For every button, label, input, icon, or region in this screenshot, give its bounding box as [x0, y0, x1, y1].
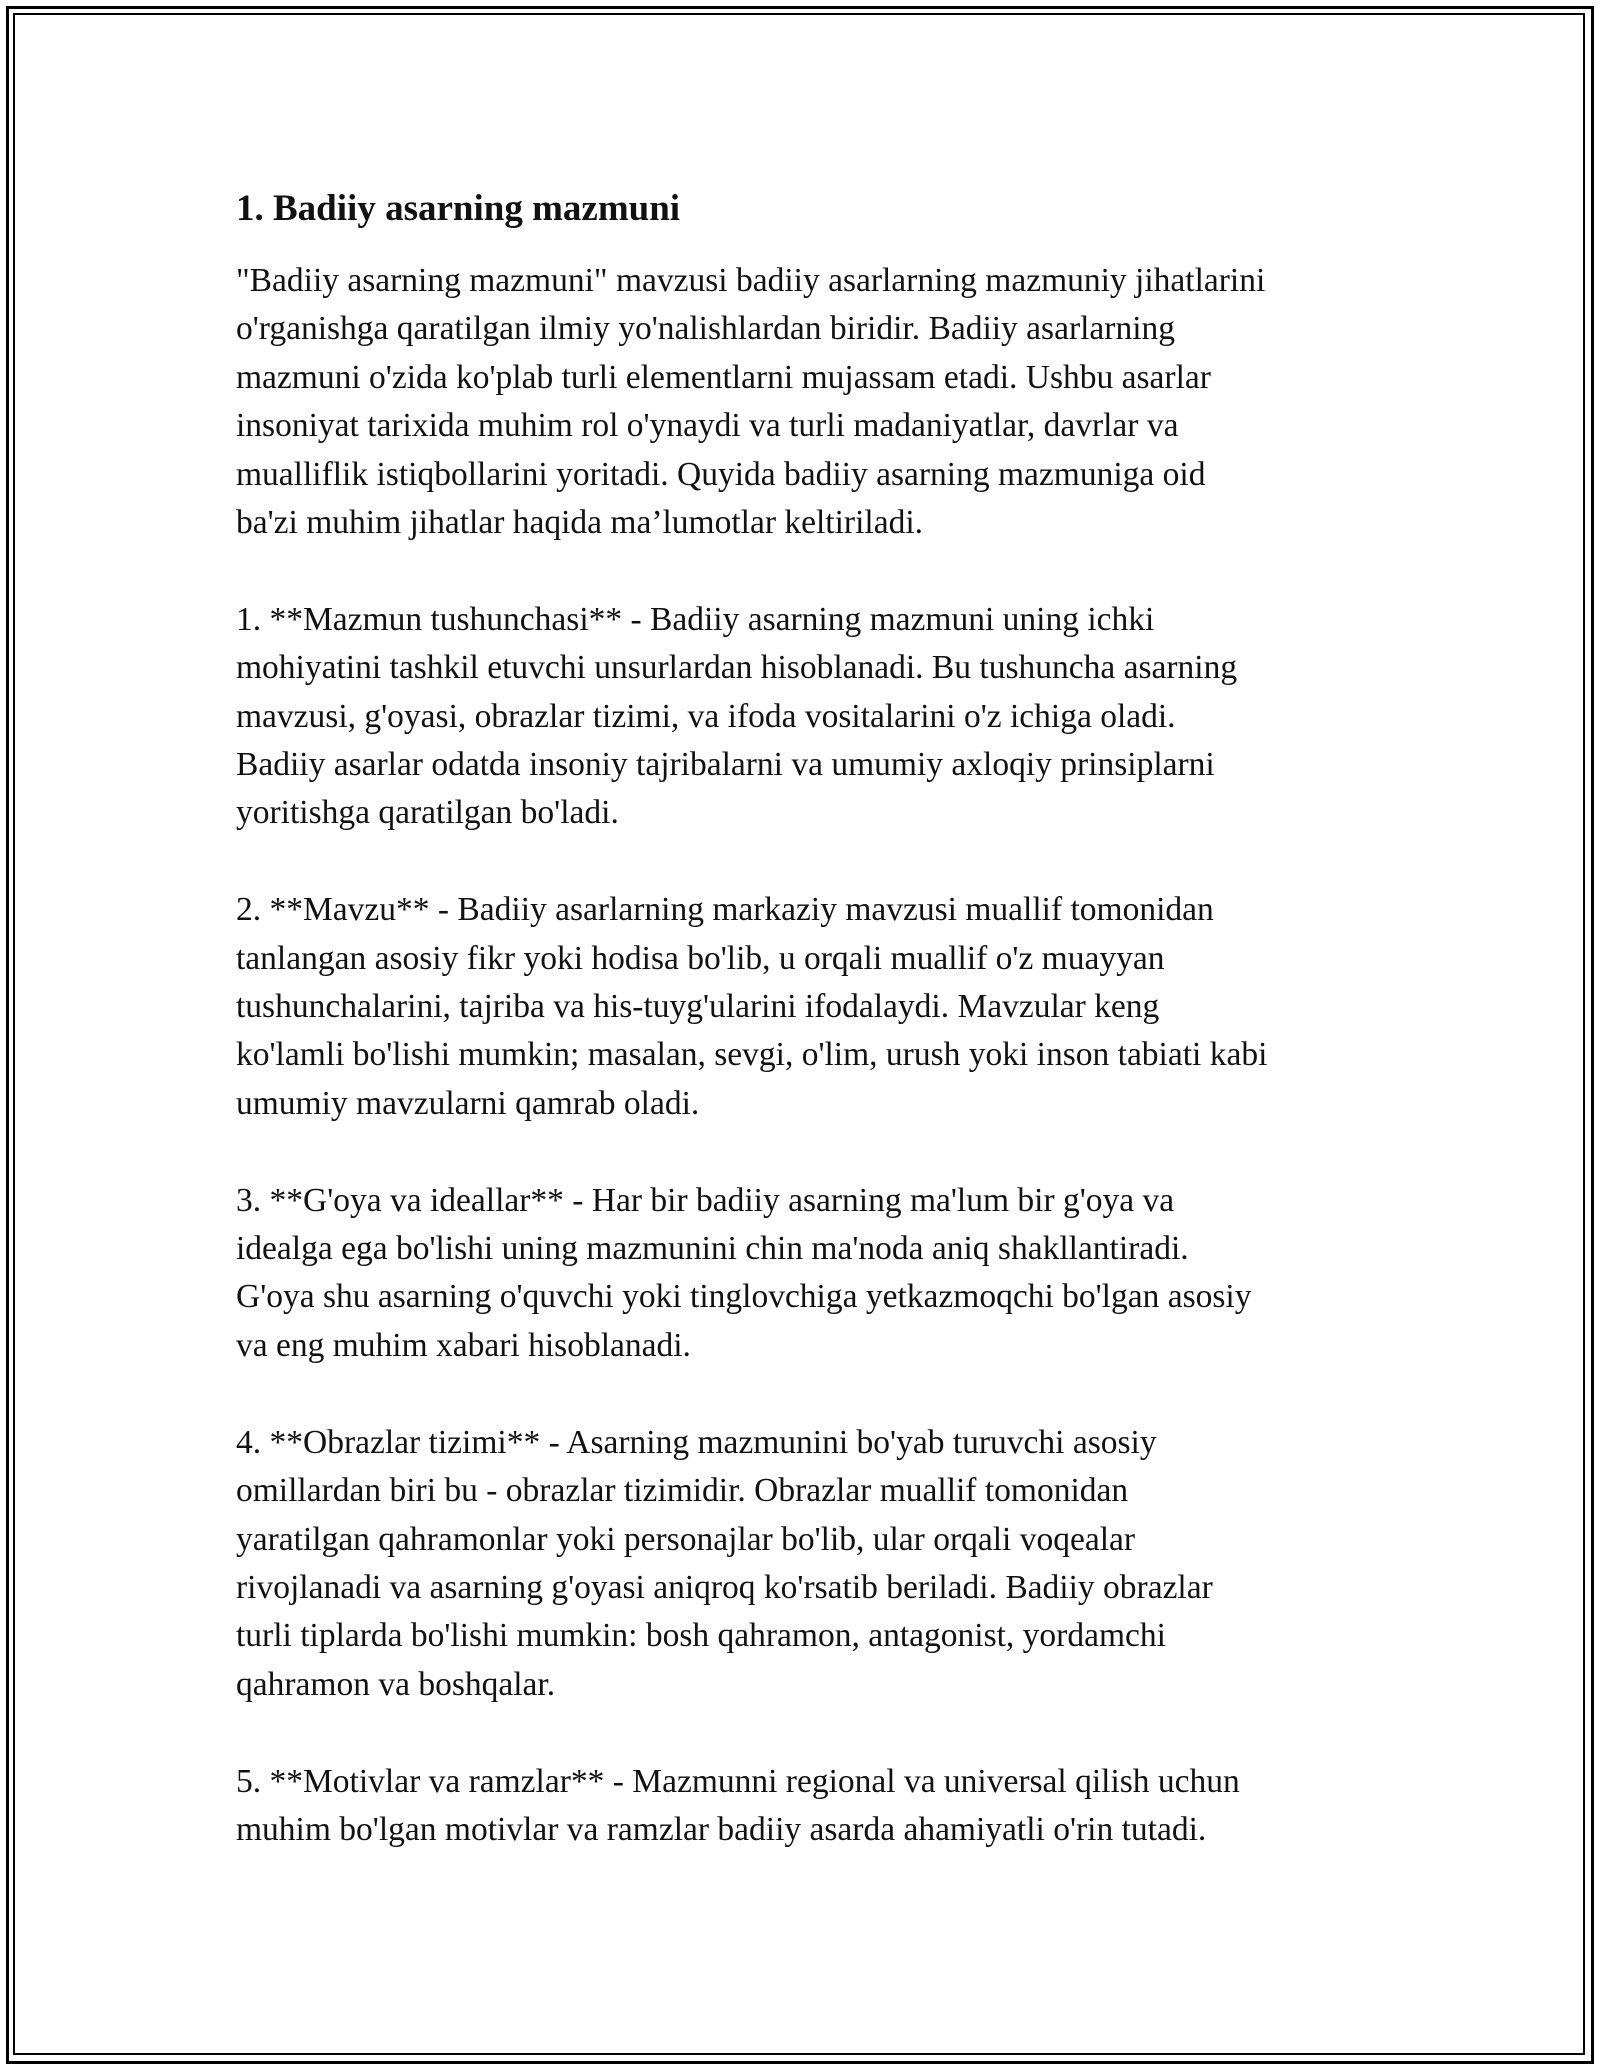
paragraph-goya-va-ideallar: 3. **G'oya va ideallar** - Har bir badiiy asarning ma'lum bir g'oya va idealga ega bo'lishi uning mazmunini chin ma'noda aniq shakllantiradi. G'oya shu asarning o'quvchi yoki tinglovchiga yetkazmoqchi bo'lgan asosiy va eng muhim xabari hisoblanadi. — [236, 1181, 1252, 1364]
document-body — [236, 185, 1386, 1903]
paragraph-motivlar-va-ramzlar: 5. **Motivlar va ramzlar** - Mazmunni regional va universal qilish uchun muhim bo'lgan motivlar va ramzlar badiiy asarda ahamiyatli o'rin tutadi. — [236, 1762, 1240, 1848]
paragraph-mavzu: 2. **Mavzu** - Badiiy asarlarning markaziy mavzusi muallif tomonidan tanlangan asosiy fikr yoki hodisa bo'lib, u orqali muallif o'z muayyan tushunchalarini, tajriba va his-tuyg'ularini ifodalaydi. Mavzular keng ko'lamli bo'lishi mumkin; masalan, sevgi, o'lim, urush yoki inson tabiati kabi umumiy mavzularni qamrab oladi. — [236, 891, 1268, 1122]
intro-paragraph: "Badiiy asarning mazmuni" mavzusi badiiy asarlarning mazmuniy jihatlarini o'rganishga qaratilgan ilmiy yo'nalishlardan biridir. Badiiy asarlarning mazmuni o'zida ko'plab turli elementlarni mujassam etadi. Ushbu asarlar insoniyat tarixida muhim rol o'ynaydi va turli madaniyatlar, davrlar va mualliflik istiqbollarini yoritadi. Quyida badiiy asarning mazmuniga oid ba'zi muhim jihatlar haqida ma’lumotlar keltiriladi. — [236, 262, 1266, 542]
paragraph-obrazlar-tizimi: 4. **Obrazlar tizimi** - Asarning mazmunini bo'yab turuvchi asosiy omillardan biri bu - obrazlar tizimidir. Obrazlar muallif tomonidan yaratilgan qahramonlar yoki personajlar bo'lib, ular orqali voqealar rivojlanadi va asarning g'oyasi aniqroq ko'rsatib beriladi. Badiiy obrazlar turli tiplarda bo'lishi mumkin: bosh qahramon, antagonist, yordamchi qahramon va boshqalar. — [236, 1423, 1213, 1703]
section-heading: 1. Badiiy asarning mazmuni — [236, 188, 681, 229]
paragraph-mazmun-tushunchasi: 1. **Mazmun tushunchasi** - Badiiy asarning mazmuni uning ichki mohiyatini tashkil etuvchi unsurlardan hisoblanadi. Bu tushuncha asarning mavzusi, g'oyasi, obrazlar tizimi, va ifoda vositalarini o'z ichiga oladi. Badiiy asarlar odatda insoniy tajribalarni va umumiy axloqiy prinsiplarni yoritishga qaratilgan bo'ladi. — [236, 600, 1238, 832]
